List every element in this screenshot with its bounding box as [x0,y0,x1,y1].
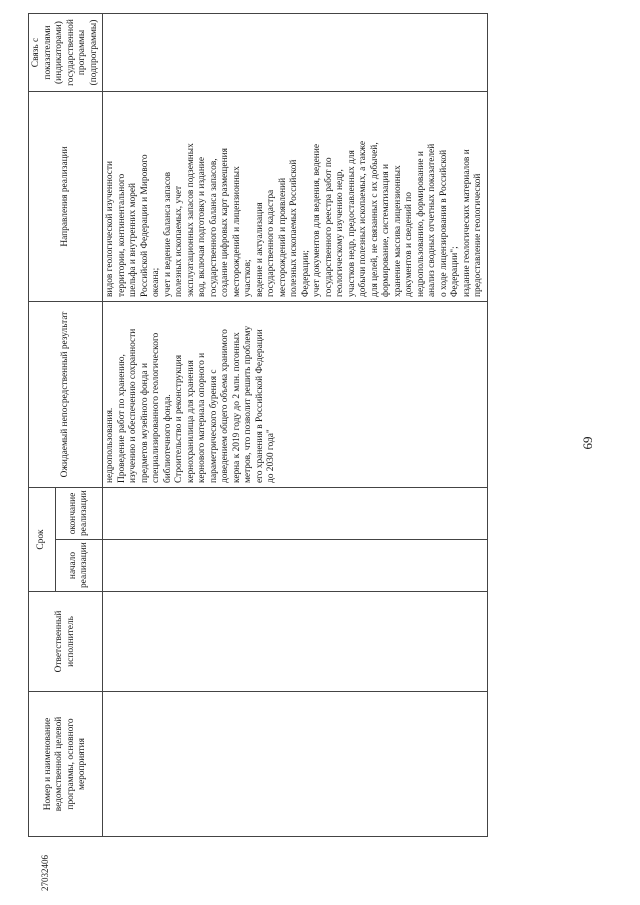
cell-executor [103,592,488,692]
program-table [28,13,488,837]
cell-text-line: параметрического бурения с [208,369,219,483]
cell-text-line: океана; [151,267,161,297]
cell-text-line: учет документов для ведения, ведение [312,143,322,297]
cell-text-line: специализированного геологического [151,332,161,483]
cell-text-line: доведением общего объема хранимого [220,329,230,483]
cell-text-line: месторождений и лицензионных [231,166,242,297]
page-number: 69 [580,436,595,450]
cell-text-line: полезных ископаемых Российской [289,159,299,297]
cell-text-line: для целей, не связанных с их добычей, [369,142,380,297]
header-row-1 [29,14,56,837]
cell-text-line: участков недр, предоставленных для [346,150,357,297]
cell-text-line: недропользованию, формирование и [415,151,426,297]
cell-term-start [103,540,488,592]
cell-text-line: анализ сводных отчетных показателей [427,143,437,297]
cell-text-line: кернохранилища для хранения [185,360,196,483]
cell-text-line: участков; [243,259,253,297]
cell-text-line: Проведение работ по хранению, [116,354,127,483]
cell-text-line: изучению и обеспечению сохранности [128,328,138,483]
header-term-start: начало реализации [56,540,103,592]
cell-text-line: керна к 2019 году до 2 млн. погонных [231,332,242,483]
cell-text-line: государственного баланса запасов, [208,158,219,297]
cell-directions [103,92,488,302]
cell-text-line: Федерации; [300,250,311,297]
cell-text-line: документов и сведений по [404,192,414,297]
cell-term-end [103,488,488,540]
cell-result [103,302,488,488]
cell-text-line: ведение и актуализация [254,202,265,297]
cell-text-line: государственного реестра работ по [323,157,334,297]
cell-text-line: создание цифровых карт размещения [220,148,230,297]
header-term-end: окончание реализации [56,488,103,540]
cell-text-line: предметов музейного фонда и [139,363,150,483]
header-directions: Направления реализации [29,92,103,302]
cell-text-line: Строительство и реконструкция [174,354,184,483]
cell-text-line: государственного кадастра [266,189,276,297]
header-term: Срок [29,488,56,592]
cell-program-event [103,692,488,837]
cell-text-line: шельфа и внутренних морей [128,182,138,297]
cell-text-line: территории, континентального [116,173,127,297]
cell-text-line: Федерации"; [450,246,460,297]
cell-text-line: геологическому изучению недр, [335,169,345,297]
cell-text-line: его хранения в Российской Федерации [254,329,265,483]
cell-text-line: полезных ископаемых, учет [174,185,184,297]
cell-text-line: вод, включая подготовку и издание [197,156,207,297]
header-result: Ожидаемый непосредственный результат [29,302,103,488]
cell-text-line: добычи полезных ископаемых, а также [358,140,368,297]
cell-text-line: хранение массива лицензионных [392,165,403,297]
cell-text-line: месторождений и проявлений [277,177,288,297]
cell-text-line: до 2030 года" [266,429,276,483]
cell-text-line: о ходе лицензирования в Российской [438,149,449,297]
cell-text-line: метров, что позволит решить проблему [243,325,253,483]
header-indicators: Связь с показателями (индикаторами) государственной программы (подпрограммы) [29,14,103,92]
document-code: 27032406 [40,855,50,891]
cell-text-line: кернового материала опорного и [197,352,207,483]
cell-text-line: видов геологической изученности [105,160,115,297]
cell-text-line: формирование, систематизация и [381,163,391,297]
table-row [103,14,488,837]
cell-text-line: эксплуатационных запасов подземных [185,143,196,297]
cell-text-line: Российской Федерации и Мирового [139,154,150,297]
cell-text-line: учет и ведение баланса запасов [162,171,173,297]
header-executor: Ответственный исполнитель [29,592,103,692]
cell-indicators [103,14,488,92]
cell-text-line: издание геологических материалов и [461,149,472,297]
cell-text-line: предоставление геологической [473,173,483,297]
cell-text-line: библиотечного фонда. [162,394,173,483]
header-program-event: Номер и наименование ведомственной целевой программы, основного мероприятия [29,692,103,837]
cell-text-line: недропользования. [105,407,115,483]
